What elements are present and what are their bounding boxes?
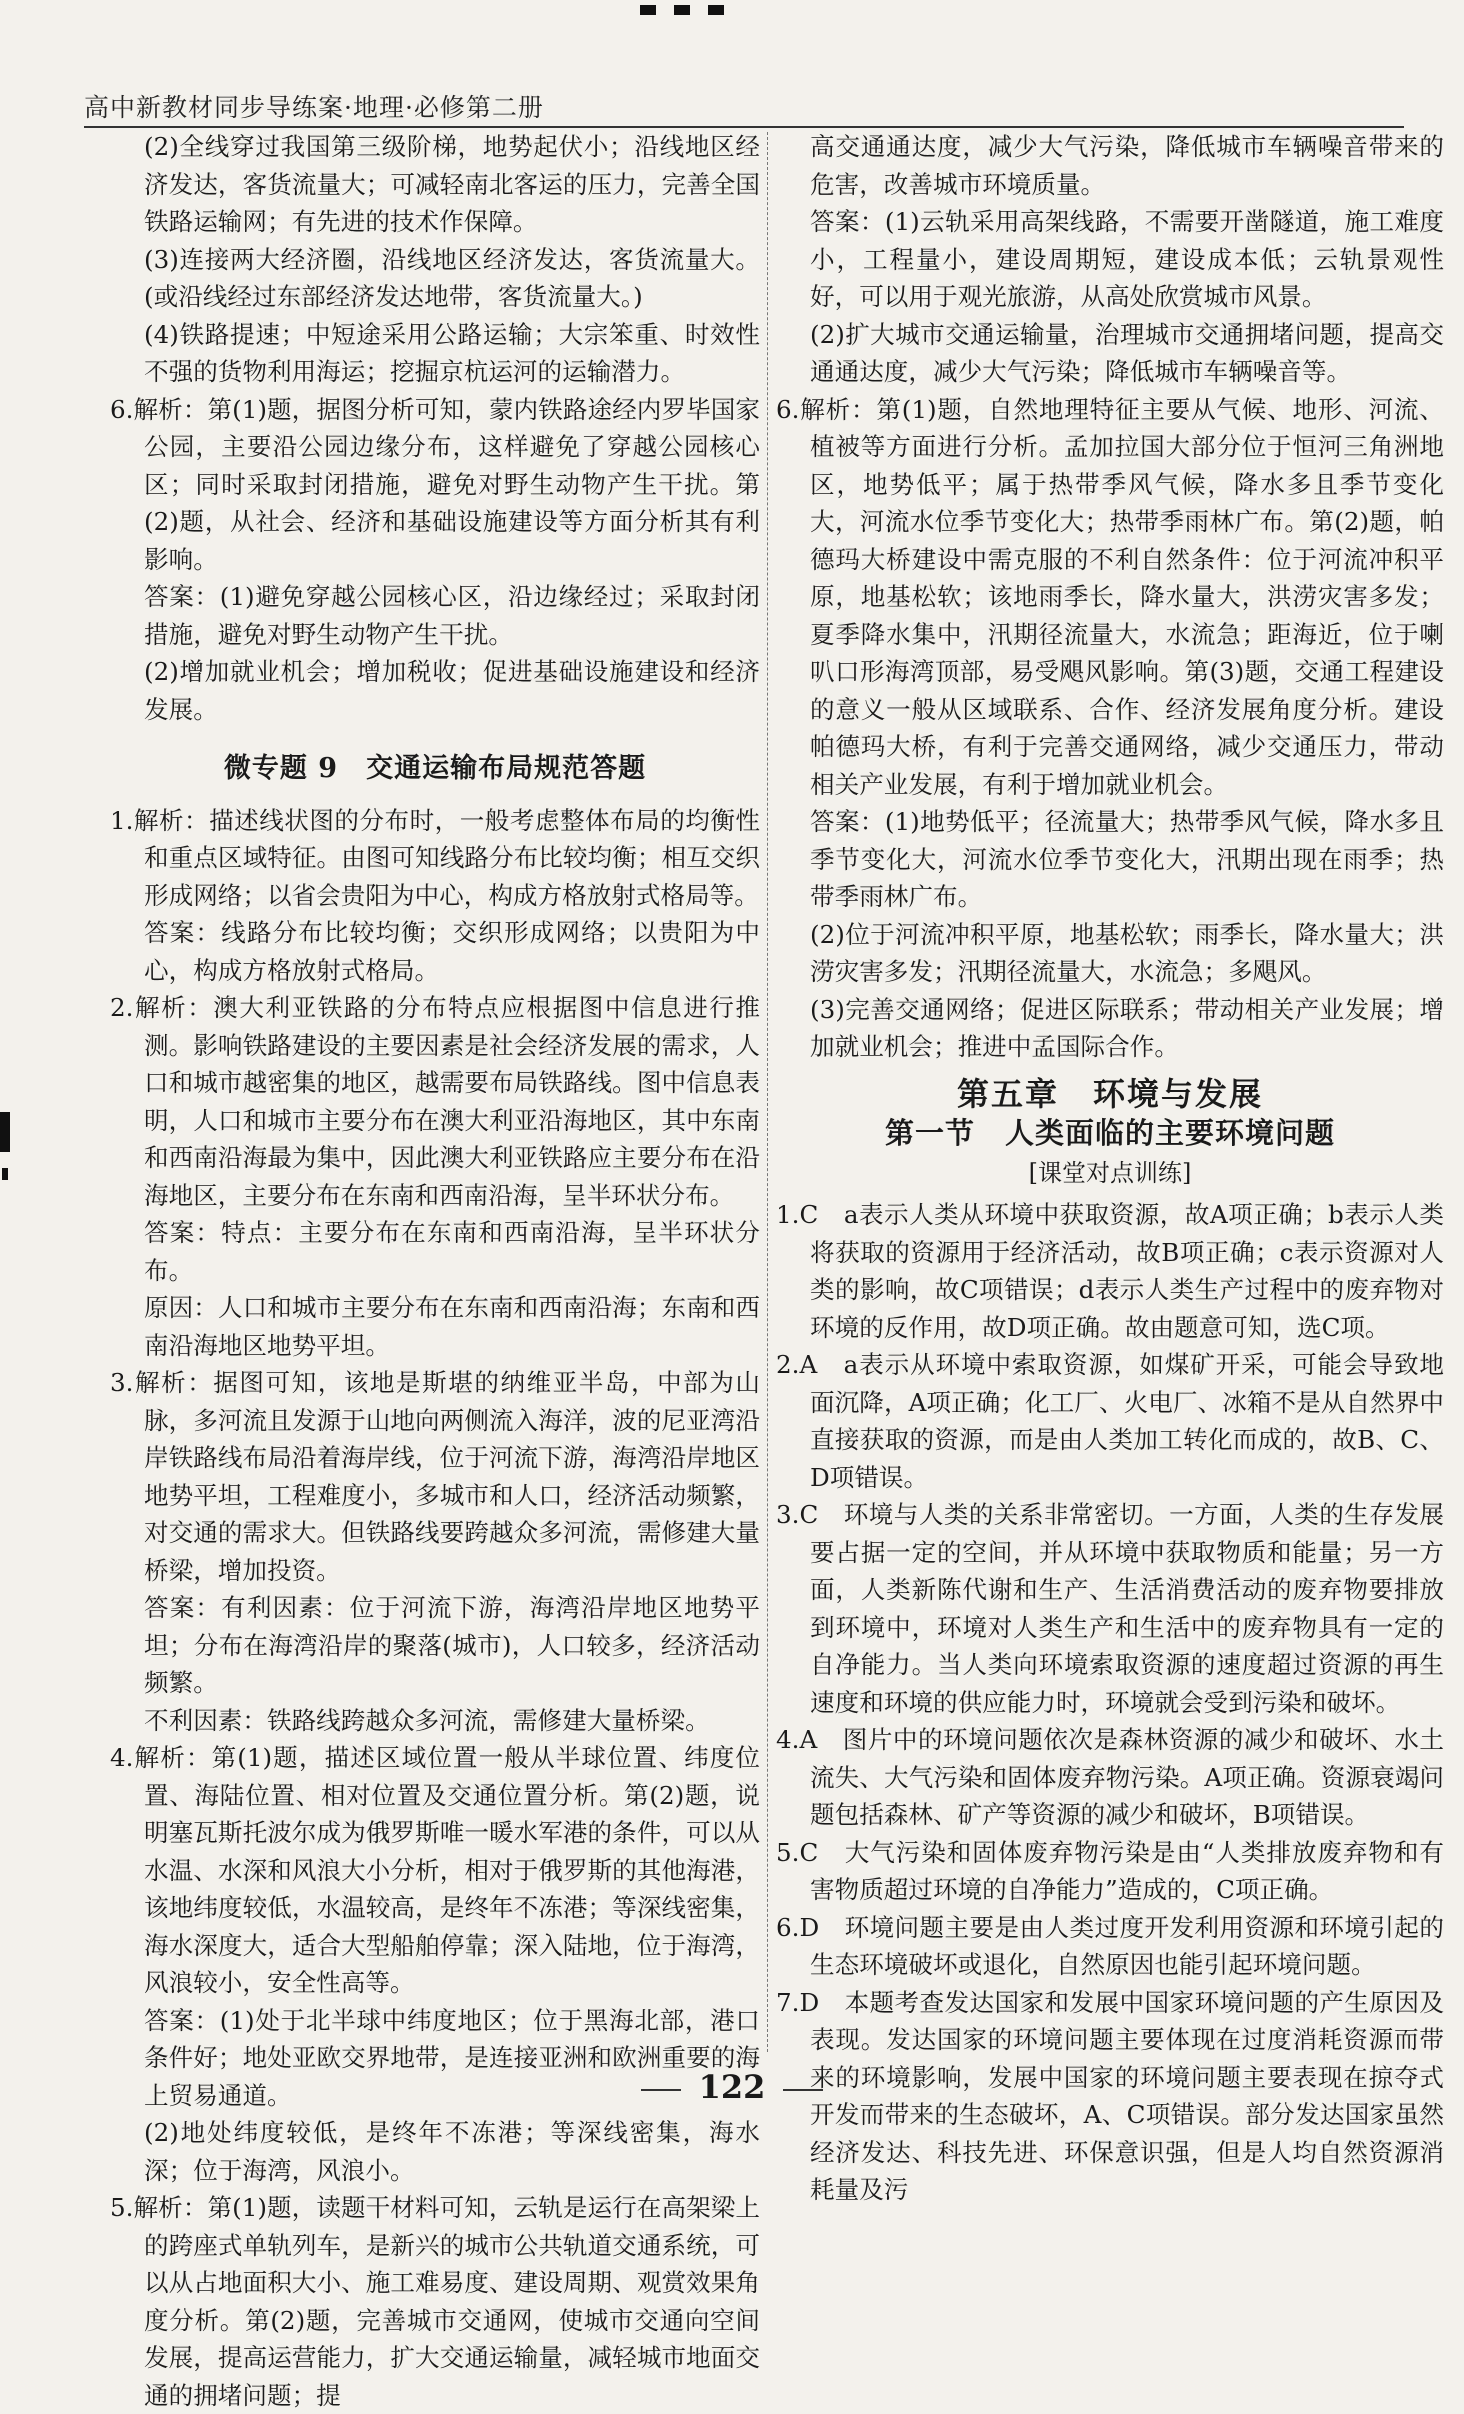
answer-paragraph: (2)位于河流冲积平原，地基松软；雨季长，降水量大；洪涝灾害多发；汛期径流量大，水流急；多飓风。 [810,919,1444,986]
answer-paragraph: 答案：(1)处于北半球中纬度地区；位于黑海北部，港口条件好；地处亚欧交界地带，是连接亚洲和欧洲重要的海上贸易通道。 [144,2005,760,2110]
answer-paragraph: 答案：线路分布比较均衡；交织形成网络；以贵阳为中心，构成方格放射式格局。 [144,918,760,985]
answer-item: 2.A a表示从环境中索取资源，如煤矿开采，可能会导致地面沉降，A项正确；化工厂、火电厂、冰箱不是从自然界中直接获取的资源，而是由人类加工转化而成的，故B、C、D项错误。 [776,1350,1444,1492]
answer-paragraph: 答案：(1)地势低平；径流量大；热带季风气候，降水多且季节变化大，河流水位季节变化大，汛期出现在雨季；热带季雨林广布。 [810,807,1444,911]
running-header: 高中新教材同步导练案·地理·必修第二册 [84,93,544,122]
paragraph: (4)铁路提速；中短途采用公路运输；大宗笨重、时效性不强的货物利用海运；挖掘京杭运河的运输潜力。 [144,319,760,386]
answer-paragraph: 答案：(1)避免穿越公园核心区，沿边缘经过；采取封闭措施，避免对野生动物产生干扰。 [144,582,760,649]
question-analysis: 2.解析：澳大利亚铁路的分布特点应根据图中信息进行推测。影响铁路建设的主要因素是社会经济发展的需求，人口和城市越密集的地区，越需要布局铁路线。图中信息表明，人口和城市主要分布在澳大利亚沿海地区，其中东南和西南沿海最为集中，因此澳大利亚铁路应主要分布在沿海地区，主要分布在东南和西南沿海，呈半环状分布。 [110,993,760,1210]
answer-paragraph: (2)扩大城市交通运输量，治理城市交通拥堵问题，提高交通通达度，减少大气污染；降低城市车辆噪音等。 [810,319,1444,386]
question-analysis: 1.解析：描述线状图的分布时，一般考虑整体布局的均衡性和重点区域特征。由图可知线路分布比较均衡；相互交织形成网络；以省会贵阳为中心，构成方格放射式格局等。 [110,805,760,910]
page-number-dash [783,2089,823,2091]
answer-item: 1.C a表示人类从环境中获取资源，故A项正确；b表示人类将获取的资源用于经济活动，故B项正确；c表示资源对人类的影响，故C项错误；d表示人类生产过程中的废弃物对环境的反作用，故D项正确。故由题意可知，选C项。 [776,1200,1444,1342]
answer-item: 7.D 本题考查发达国家和发展中国家环境问题的产生原因及表现。发达国家的环境问题主要体现在过度消耗资源而带来的环境影响，发展中国家的环境问题主要表现在掠夺式开发而带来的生态破坏，A、C项错误。部分发达国家虽然经济发达、科技先进、环保意识强，但是人均自然资源消耗量及污 [776,1987,1444,2204]
answer-item: 6.D 环境问题主要是由人类过度开发利用资源和环境引起的生态环境破坏或退化，自然原因也能引起环境问题。 [776,1912,1444,1979]
question-analysis: 4.解析：第(1)题，描述区域位置一般从半球位置、纬度位置、海陆位置、相对位置及交通位置分析。第(2)题，说明塞瓦斯托波尔成为俄罗斯唯一暖水军港的条件，可以从水温、水深和风浪大小分析，相对于俄罗斯的其他海港，该地纬度较低，水温较高，是终年不冻港；等深线密集，海水深度大，适合大型船舶停靠；深入陆地，位于海湾，风浪较小，安全性高等。 [110,1743,760,1997]
answer-paragraph: 答案：特点：主要分布在东南和西南沿海，呈半环状分布。 [144,1218,760,1285]
page-number-row [0,2068,1464,2106]
column-divider [767,132,768,2052]
answer-paragraph: 答案：(1)云轨采用高架线路，不需要开凿隧道，施工难度小，工程量小，建设周期短，建设成本低；云轨景观性好，可以用于观光旅游，从高处欣赏城市风景。 [810,207,1444,311]
top-edge-marks [640,0,750,14]
answer-paragraph: 不利因素：铁路线跨越众多河流，需修建大量桥梁。 [144,1705,710,1735]
question-analysis: 6.解析：第(1)题，自然地理特征主要从气候、地形、河流、植被等方面进行分析。孟加拉国大部分位于恒河三角洲地区，地势低平；属于热带季风气候，降水多且季节变化大，河流水位季节变化大；热带季雨林广布。第(2)题，帕德玛大桥建设中需克服的不利自然条件：位于河流冲积平原，地基松软；该地雨季长，降水量大，洪涝灾害多发；夏季降水集中，汛期径流量大，水流急；距海近，位于喇叭口形海湾顶部，易受飓风影响。第(3)题，交通工程建设的意义一般从区域联系、合作、经济发展角度分析。建设帕德玛大桥，有利于完善交通网络，减少交通压力，带动相关产业发展，有利于增加就业机会。 [776,394,1444,799]
paragraph: (3)连接两大经济圈，沿线地区经济发达，客货流量大。(或沿线经过东部经济发达地带，客货流量大。) [144,244,760,311]
page-number-dash [641,2089,681,2091]
binding-mark [0,1112,10,1152]
right-column [776,128,1444,2209]
answer-paragraph: (2)增加就业机会；增加税收；促进基础设施建设和经济发展。 [144,657,760,724]
exercise-label: [课堂对点训练] [1028,1158,1192,1187]
answer-item: 5.C 大气污染和固体废弃物污染是由“人类排放废弃物和有害物质超过环境的自净能力”造成的，C项正确。 [776,1837,1444,1904]
section-title: 第一节 人类面临的主要环境问题 [884,1116,1335,1150]
answer-paragraph: 原因：人口和城市主要分布在东南和西南沿海；东南和西南沿海地区地势平坦。 [144,1293,760,1360]
answer-item: 4.A 图片中的环境问题依次是森林资源的减少和破坏、水土流失、大气污染和固体废弃物污染。A项正确。资源衰竭问题包括森林、矿产等资源的减少和破坏，B项错误。 [776,1725,1444,1829]
binding-mark [2,1168,8,1180]
answer-paragraph: (2)地处纬度较低，是终年不冻港；等深线密集，海水深；位于海湾，风浪小。 [144,2118,760,2185]
answer-paragraph: 答案：有利因素：位于河流下游，海湾沿岸地区地势平坦；分布在海湾沿岸的聚落(城市)，人口较多，经济活动频繁。 [144,1593,760,1697]
paragraph: 高交通通达度，减少大气污染，降低城市车辆噪音带来的危害，改善城市环境质量。 [810,132,1444,199]
chapter-title: 第五章 环境与发展 [956,1074,1263,1113]
question-analysis: 5.解析：第(1)题，读题干材料可知，云轨是运行在高架梁上的跨座式单轨列车，是新兴的城市公共轨道交通系统，可以从占地面积大小、施工难易度、建设周期、观赏效果角度分析。第(2)题，完善城市交通网，使城市交通向空间发展，提高运营能力，扩大交通运输量，减轻城市地面交通的拥堵问题；提 [110,2193,760,2410]
question-analysis: 3.解析：据图可知，该地是斯堪的纳维亚半岛，中部为山脉，多河流且发源于山地向两侧流入海洋，波的尼亚湾沿岸铁路线布局沿着海岸线，位于河流下游，海湾沿岸地区地势平坦，工程难度小，多城市和人口，经济活动频繁，对交通的需求大。但铁路线要跨越众多河流，需修建大量桥梁，增加投资。 [110,1368,760,1585]
answer-item: 3.C 环境与人类的关系非常密切。一方面，人类的生存发展要占据一定的空间，并从环境中获取物质和能量；另一方面，人类新陈代谢和生产、生活消费活动的废弃物要排放到环境中，环境对人类生产和生活中的废弃物具有一定的自净能力。当人类向环境索取资源的速度超过资源的再生速度和环境的供应能力时，环境就会受到污染和破坏。 [776,1500,1444,1717]
answer-paragraph: (3)完善交通网络；促进区际联系；带动相关产业发展；增加就业机会；推进中孟国际合作。 [810,994,1444,1061]
section-title: 微专题 9 交通运输布局规范答题 [223,753,647,784]
question-analysis: 6.解析：第(1)题，据图分析可知，蒙内铁路途经内罗毕国家公园，主要沿公园边缘分布，这样避免了穿越公园核心区；同时采取封闭措施，避免对野生动物产生干扰。第(2)题，从社会、经济和基础设施建设等方面分析其有利影响。 [110,394,760,574]
paragraph: (2)全线穿过我国第三级阶梯，地势起伏小；沿线地区经济发达，客货流量大；可减轻南北客运的压力，完善全国铁路运输网；有先进的技术作保障。 [144,132,760,236]
page-number: 122 [698,2068,766,2106]
